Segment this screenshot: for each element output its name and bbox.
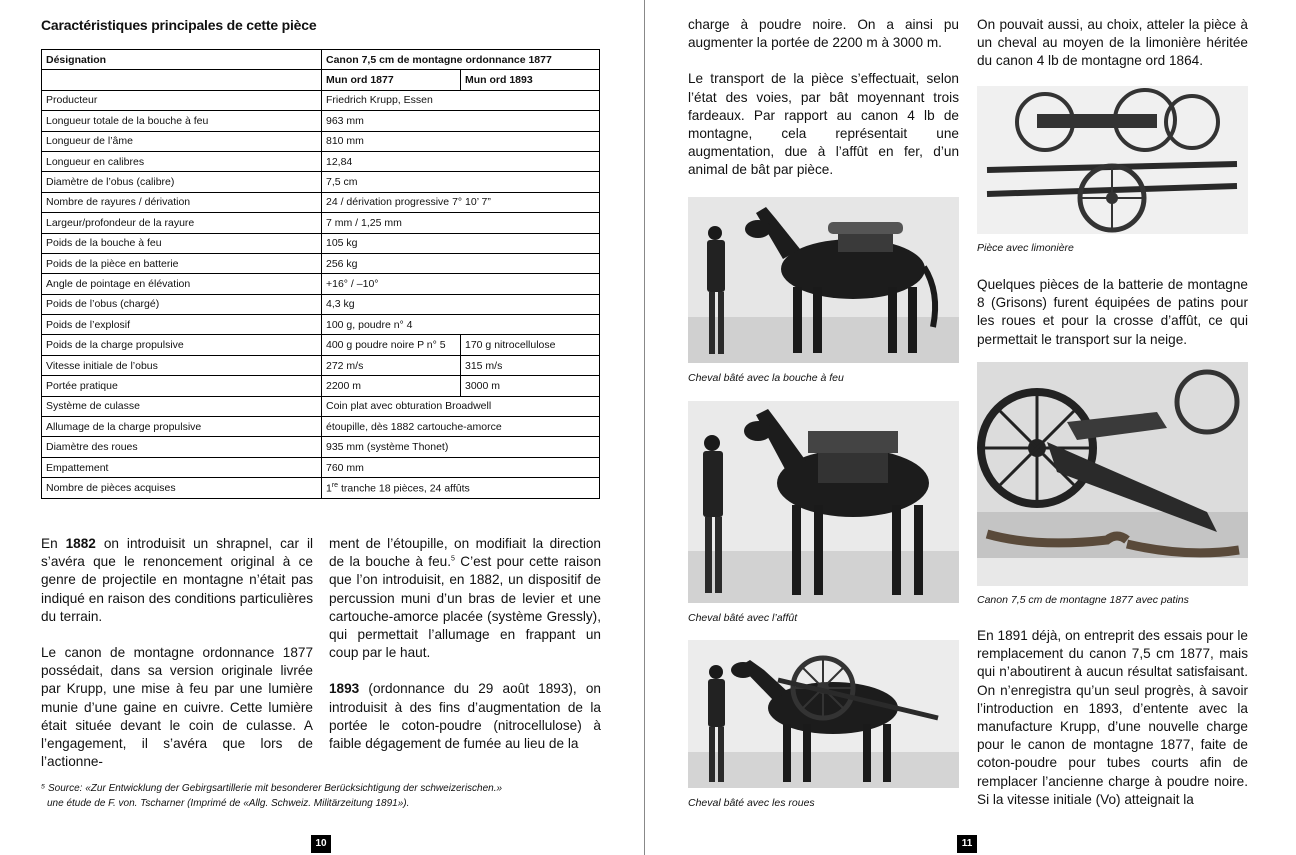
paragraph-1893 xyxy=(329,680,601,753)
table-header-row xyxy=(42,50,600,70)
table-header-value: Canon 7,5 cm de montagne ordonnance 1877 xyxy=(322,50,600,70)
right-column-2-bottom xyxy=(977,627,1248,809)
row-value: 12,84 xyxy=(322,151,600,171)
row-value-1893: 170 g nitrocellulose xyxy=(461,335,600,355)
table-row xyxy=(42,396,600,416)
paragraph-1891: En 1891 déjà, on entreprit des essais pour le remplacement du canon 7,5 cm 1877, mais qui n’aboutirent à aucun résultat satisfaisant. On n’enregistra qu’un seul progrès, à savoir l’introduction en 1893, d’entente avec la manufacture Krupp, d’une nouvelle charge pour le canon de montagne 1877, faite de coton-poudre pour tubes courts afin de remplacer l’ancienne charge à poudre noire. Si la vitesse initiale (Vo) atteignait la xyxy=(977,628,1248,807)
table-row xyxy=(42,90,600,110)
left-column-1 xyxy=(41,535,313,771)
row-value: 7,5 cm xyxy=(322,172,600,192)
table-subheader-1893: Mun ord 1893 xyxy=(461,70,600,90)
table-row xyxy=(42,478,600,498)
row-label: Longueur totale de la bouche à feu xyxy=(42,111,322,131)
row-label: Vitesse initiale de l’obus xyxy=(42,355,322,375)
row-value: 105 kg xyxy=(322,233,600,253)
table-row xyxy=(42,213,600,233)
row-value: +16° / –10° xyxy=(322,274,600,294)
row-value-1893: 315 m/s xyxy=(461,355,600,375)
paragraph-lumiere: Le canon de montagne ordonnance 1877 possédait, dans sa version originale livrée par Krupp, une mise à feu par une lumière munie d’une gaine en cuivre. Cette lumière était située devant le coin de culasse. A l’engagement, il s’avéra que lors de l’actionne- xyxy=(41,645,313,770)
row-value: 100 g, poudre n° 4 xyxy=(322,315,600,335)
row-label: Angle de pointage en élévation xyxy=(42,274,322,294)
left-column-2 xyxy=(329,535,601,753)
table-row xyxy=(42,315,600,335)
photo-limber xyxy=(977,86,1248,234)
row-label: Poids de la charge propulsive xyxy=(42,335,322,355)
table-row xyxy=(42,376,600,396)
caption-limber: Pièce avec limonière xyxy=(977,242,1074,254)
row-label: Producteur xyxy=(42,90,322,110)
left-page xyxy=(0,0,645,855)
text: En xyxy=(41,536,66,551)
row-label: Nombre de pièces acquises xyxy=(42,478,322,498)
table-row xyxy=(42,111,600,131)
text: C’est pour cette raison que l’on introduisit, en 1882, un dispositif de percussion muni d’un bras de levier et une cartouche-amorce placée (système Gressly), qui permettait l’allumage en frappant un coup par le haut. xyxy=(329,554,602,661)
row-value-1877: 272 m/s xyxy=(322,355,461,375)
row-label: Poids de l’explosif xyxy=(42,315,322,335)
paragraph-1882 xyxy=(41,535,313,626)
caption-horse-wheels: Cheval bâté avec les roues xyxy=(688,797,815,809)
row-label: Diamètre des roues xyxy=(42,437,322,457)
row-label: Portée pratique xyxy=(42,376,322,396)
row-value: 24 / dérivation progressive 7° 10’ 7” xyxy=(322,192,600,212)
row-value-1877: 2200 m xyxy=(322,376,461,396)
caption-gun-skis: Canon 7,5 cm de montagne 1877 avec patins xyxy=(977,594,1189,606)
table-row xyxy=(42,233,600,253)
year-1882: 1882 xyxy=(65,536,96,551)
table-row xyxy=(42,253,600,273)
table-row xyxy=(42,131,600,151)
row-value: 810 mm xyxy=(322,131,600,151)
table-subheader-empty xyxy=(42,70,322,90)
footnote-line-2: une étude de F. von. Tscharner (Imprimé de «Allg. Schweiz. Militärzeitung 1891»). xyxy=(47,798,410,809)
row-label: Poids de l’obus (chargé) xyxy=(42,294,322,314)
footnote-ref[interactable]: 5 xyxy=(450,555,455,563)
table-row xyxy=(42,417,600,437)
caption-horse-carriage: Cheval bâté avec l’affût xyxy=(688,612,798,624)
table-row xyxy=(42,457,600,477)
text: ment de l’étoupille, on modifiait la direction de la bouche à feu. xyxy=(329,536,601,570)
row-value: 935 mm (système Thonet) xyxy=(322,437,600,457)
value-text: tranche 18 pièces, 24 affûts xyxy=(338,482,470,495)
footnote xyxy=(41,781,611,811)
table-row xyxy=(42,335,600,355)
table-row xyxy=(42,151,600,171)
row-value xyxy=(322,478,600,498)
row-value: 7 mm / 1,25 mm xyxy=(322,213,600,233)
photo-horse-barrel xyxy=(688,197,959,363)
row-value: étoupille, dès 1882 cartouche-amorce xyxy=(322,417,600,437)
value-ordinal: re xyxy=(331,481,339,489)
row-label: Diamètre de l’obus (calibre) xyxy=(42,172,322,192)
page-number: 10 xyxy=(311,835,331,853)
photo-horse-carriage xyxy=(688,401,959,603)
paragraph-patins: Quelques pièces de la batterie de montagne 8 (Grisons) furent équipées de patins pour les roues et pour la crosse d’affût, ce qui permettait le transport sur la neige. xyxy=(977,277,1248,347)
row-label: Système de culasse xyxy=(42,396,322,416)
row-label: Poids de la bouche à feu xyxy=(42,233,322,253)
photo-gun-skis xyxy=(977,362,1248,586)
table-subheader-1877: Mun ord 1877 xyxy=(322,70,461,90)
row-label: Longueur de l’âme xyxy=(42,131,322,151)
value-number: 1 xyxy=(326,482,332,495)
row-label: Poids de la pièce en batterie xyxy=(42,253,322,273)
table-row xyxy=(42,192,600,212)
page-divider xyxy=(644,0,645,855)
row-value: Friedrich Krupp, Essen xyxy=(322,90,600,110)
table-row xyxy=(42,172,600,192)
row-label: Allumage de la charge propulsive xyxy=(42,417,322,437)
row-value: 760 mm xyxy=(322,457,600,477)
row-value: Coin plat avec obturation Broadwell xyxy=(322,396,600,416)
text: on introduisit un shrapnel, car il s’avéra que le renoncement original à ce genre de projectile en montagne n’était pas indiqué en raison des conditions particulières du terrain. xyxy=(41,536,313,624)
right-column-2-top xyxy=(977,16,1248,71)
photo-horse-wheels xyxy=(688,640,959,788)
table-row xyxy=(42,355,600,375)
page-number: 11 xyxy=(957,835,977,853)
table-header-label: Désignation xyxy=(42,50,322,70)
year-1893: 1893 xyxy=(329,681,360,697)
table-subheader-row xyxy=(42,70,600,90)
paragraph-transport: Le transport de la pièce s’effectuait, selon l’état des voies, par bât moyennant trois fardeaux. Par rapport au canon 4 lb de montagne, cela représentait une augmentation, due à l’affût en fer, d’un animal de bât par pièce. xyxy=(688,71,959,178)
table-row xyxy=(42,274,600,294)
right-column-2-mid xyxy=(977,276,1248,349)
paragraph-etoupille xyxy=(329,535,601,662)
row-value-1877: 400 g poudre noire P n° 5 xyxy=(322,335,461,355)
row-label: Empattement xyxy=(42,457,322,477)
paragraph-portee: charge à poudre noire. On a ainsi pu augmenter la portée de 2200 m à 3000 m. xyxy=(688,17,959,51)
row-value-1893: 3000 m xyxy=(461,376,600,396)
table-row xyxy=(42,294,600,314)
text: (ordonnance du 29 août 1893), on introduisit à des fins d’augmentation de la portée le coton-poudre (nitrocellulose) à faible dégagement de fumée au lieu de la xyxy=(329,681,601,752)
table-row xyxy=(42,437,600,457)
row-value: 4,3 kg xyxy=(322,294,600,314)
row-label: Largeur/profondeur de la rayure xyxy=(42,213,322,233)
row-label: Longueur en calibres xyxy=(42,151,322,171)
table-heading: Caractéristiques principales de cette pièce xyxy=(41,17,317,33)
right-column-1 xyxy=(688,16,959,180)
specifications-table xyxy=(41,49,600,499)
row-label: Nombre de rayures / dérivation xyxy=(42,192,322,212)
footnote-line-1: ⁵ Source: «Zur Entwicklung der Gebirgsartillerie mit besonderer Berücksichtigung der schweizerischen.» xyxy=(41,783,503,794)
row-value: 963 mm xyxy=(322,111,600,131)
paragraph-limoniere: On pouvait aussi, au choix, atteler la pièce à un cheval au moyen de la limonière héritée du canon 4 lb de montagne ord 1864. xyxy=(977,17,1248,69)
row-value: 256 kg xyxy=(322,253,600,273)
caption-horse-barrel: Cheval bâté avec la bouche à feu xyxy=(688,372,844,384)
